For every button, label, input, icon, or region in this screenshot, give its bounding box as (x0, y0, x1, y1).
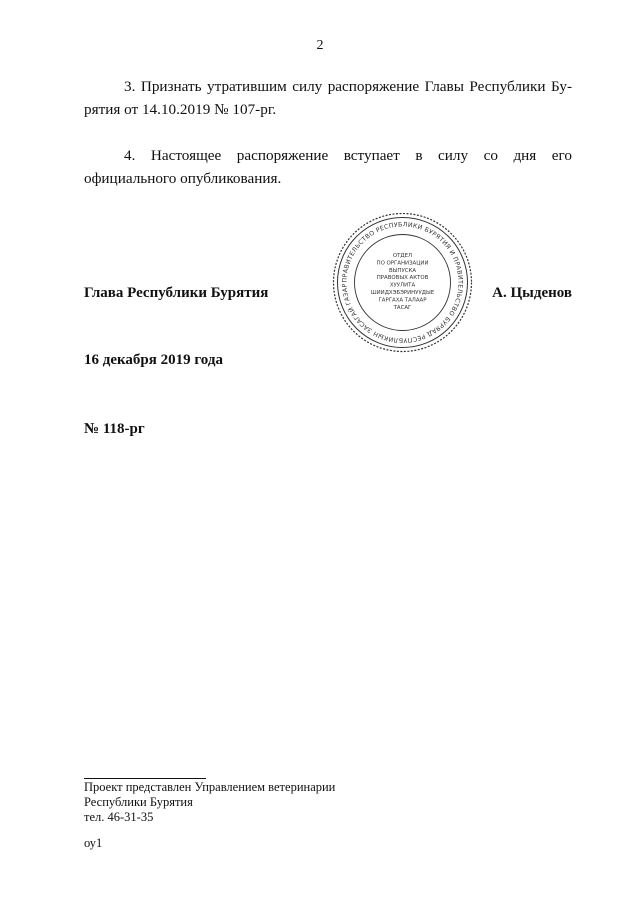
seal-center-line: ВЫПУСКА (388, 267, 417, 274)
seal-center-line: ШИИДХЭБЭРИНУУДЫЕ (370, 290, 435, 296)
seal-center-line: ОТДЕЛ (392, 253, 413, 259)
signatory-position: Глава Республики Бурятия (84, 285, 269, 301)
page-number: 2 (316, 38, 324, 53)
paragraph-3: 3. Признать утратившим силу распоряжение Главы Республики Бу-рятия от 14.10.2019 № 107-рг. (84, 78, 572, 118)
footnote-line-1: Проект представлен Управлением ветеринарии (84, 780, 336, 794)
document-date: 16 декабря 2019 года (84, 352, 223, 368)
footnote-line-3: тел. 46-31-35 (84, 810, 154, 824)
seal-center-text (371, 253, 435, 311)
signature-row (84, 282, 572, 307)
signatory-name: А. Цыденов (492, 285, 572, 301)
seal-center-line: ПРАВОВЫХ АКТОВ (376, 275, 429, 282)
footnote-divider (84, 778, 206, 779)
seal-ring-textpath: ПРАВИТЕЛЬСТВО РЕСПУБЛИКИ БУРЯТИЯ И ПРАВИТЕЛЬСТВО БУРЯАД РЕСПУБЛИКЫН ЗАСАГАЙ ГАЗАР (341, 221, 464, 344)
official-seal (330, 210, 475, 355)
paragraph-4: 4. Настоящее распоряжение вступает в силу со дня его официального опубликования. (84, 147, 572, 187)
seal-center-line: ХУУЛИТА (389, 282, 416, 289)
document-number: № 118-рг (84, 421, 145, 437)
seal-center-line: ГАРГАХА ТАЛААР (378, 297, 427, 304)
footnote-line-2: Республики Бурятия (84, 795, 193, 809)
seal-center-line: ТАСАГ (393, 304, 412, 311)
document-code: оу1 (84, 836, 103, 850)
footnote (84, 780, 335, 825)
seal-center-line: ПО ОРГАНИЗАЦИИ (376, 260, 429, 267)
